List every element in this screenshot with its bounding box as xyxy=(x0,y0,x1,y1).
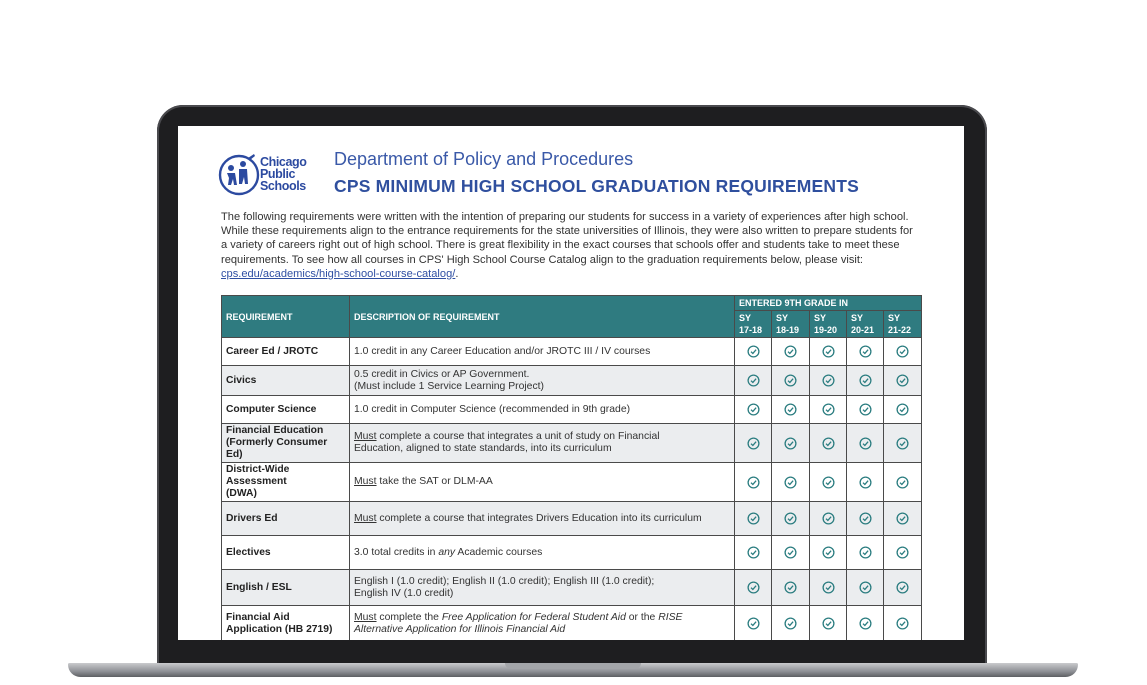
year-label: SY xyxy=(851,313,864,323)
course-catalog-link[interactable]: cps.edu/academics/high-school-course-catalog/ xyxy=(221,267,456,280)
checkmark-circle-icon xyxy=(822,345,835,358)
requirement-check-cell xyxy=(810,338,847,366)
year-header-1 xyxy=(772,311,810,338)
table-row xyxy=(222,463,922,502)
table-row xyxy=(222,338,922,366)
must-emphasis: Must xyxy=(354,476,377,487)
checkmark-circle-icon xyxy=(747,374,760,387)
requirement-description xyxy=(350,606,735,641)
logo-line-3: Schools xyxy=(260,179,306,193)
requirement-name-text: English / ESL xyxy=(226,581,292,593)
checkmark-circle-icon xyxy=(859,512,872,525)
document-title: CPS MINIMUM HIGH SCHOOL GRADUATION REQUIREMENTS xyxy=(334,176,860,196)
requirement-check-cell xyxy=(847,502,884,536)
checkmark-circle-icon xyxy=(747,345,760,358)
checkmark-circle-icon xyxy=(859,546,872,559)
table-row xyxy=(222,536,922,570)
requirement-check-cell xyxy=(884,502,922,536)
checkmark-circle-icon xyxy=(784,403,797,416)
checkmark-circle-icon xyxy=(822,476,835,489)
requirement-check-cell xyxy=(847,463,884,502)
requirement-check-cell xyxy=(772,424,810,463)
requirement-description xyxy=(350,396,735,424)
requirement-check-cell xyxy=(810,463,847,502)
year-header-3 xyxy=(847,311,884,338)
requirement-name xyxy=(222,338,350,366)
table-row xyxy=(222,366,922,396)
description-text: complete a course that integrates Drivers Education into its curriculum xyxy=(376,512,702,524)
checkmark-circle-icon xyxy=(822,546,835,559)
requirement-description xyxy=(350,366,735,396)
description-text: complete the xyxy=(376,611,442,623)
requirement-name-text: Electives xyxy=(226,546,271,558)
requirement-check-cell xyxy=(735,366,772,396)
checkmark-circle-icon xyxy=(747,512,760,525)
requirement-check-cell xyxy=(847,424,884,463)
requirement-check-cell xyxy=(810,424,847,463)
year-header-0 xyxy=(735,311,772,338)
description-text: English I (1.0 credit); English II (1.0 credit); English III (1.0 credit); xyxy=(354,575,655,587)
year-range: 21-22 xyxy=(888,325,912,335)
requirement-check-cell xyxy=(810,366,847,396)
requirement-name-text: Civics xyxy=(226,374,257,386)
year-header-2 xyxy=(810,311,847,338)
checkmark-circle-icon xyxy=(784,512,797,525)
requirement-check-cell xyxy=(847,536,884,570)
year-label: SY xyxy=(814,313,827,323)
requirement-check-cell xyxy=(735,424,772,463)
checkmark-circle-icon xyxy=(896,617,909,630)
checkmark-circle-icon xyxy=(859,437,872,450)
year-label: SY xyxy=(776,313,789,323)
requirement-description xyxy=(350,536,735,570)
requirement-check-cell xyxy=(772,606,810,641)
requirement-check-cell xyxy=(735,338,772,366)
requirement-check-cell xyxy=(735,570,772,606)
checkmark-circle-icon xyxy=(822,581,835,594)
checkmark-circle-icon xyxy=(784,437,797,450)
checkmark-circle-icon xyxy=(896,437,909,450)
requirement-check-cell xyxy=(847,570,884,606)
requirement-check-cell xyxy=(772,502,810,536)
requirement-name-text: Financial Aid xyxy=(226,611,290,623)
description-text: 0.5 credit in Civics or AP Government. xyxy=(354,368,530,380)
requirement-check-cell xyxy=(884,424,922,463)
checkmark-circle-icon xyxy=(822,617,835,630)
checkmark-circle-icon xyxy=(784,476,797,489)
requirement-name-text: Financial Education xyxy=(226,425,324,436)
requirement-name xyxy=(222,396,350,424)
requirement-column-header: REQUIREMENT xyxy=(222,296,350,338)
requirement-check-cell xyxy=(772,366,810,396)
requirement-name-text-2: (DWA) xyxy=(226,488,257,499)
description-text: English IV (1.0 credit) xyxy=(354,587,454,599)
description-text: 1.0 credit in any Career Education and/or JROTC III / IV courses xyxy=(354,345,651,357)
description-text: or the xyxy=(625,611,659,623)
requirement-check-cell xyxy=(810,536,847,570)
requirement-name xyxy=(222,570,350,606)
requirement-check-cell xyxy=(884,396,922,424)
checkmark-circle-icon xyxy=(822,403,835,416)
description-italic: Free Application for Federal Student Aid xyxy=(441,611,626,623)
checkmark-circle-icon xyxy=(859,617,872,630)
table-row xyxy=(222,396,922,424)
requirement-check-cell xyxy=(810,606,847,641)
entered-grade-header: ENTERED 9TH GRADE IN xyxy=(735,296,922,311)
cps-logo-icon xyxy=(218,150,262,196)
year-label: SY xyxy=(888,313,901,323)
requirement-check-cell xyxy=(810,396,847,424)
requirement-check-cell xyxy=(884,570,922,606)
checkmark-circle-icon xyxy=(747,617,760,630)
requirement-check-cell xyxy=(810,570,847,606)
laptop-notch xyxy=(505,663,641,669)
checkmark-circle-icon xyxy=(896,476,909,489)
checkmark-circle-icon xyxy=(896,374,909,387)
checkmark-circle-icon xyxy=(859,345,872,358)
checkmark-circle-icon xyxy=(859,403,872,416)
requirement-check-cell xyxy=(772,570,810,606)
table-row xyxy=(222,502,922,536)
checkmark-circle-icon xyxy=(747,403,760,416)
requirement-name-text: District-Wide Assessment xyxy=(226,464,290,487)
checkmark-circle-icon xyxy=(896,581,909,594)
checkmark-circle-icon xyxy=(896,403,909,416)
requirement-description xyxy=(350,570,735,606)
checkmark-circle-icon xyxy=(822,437,835,450)
must-emphasis: Must xyxy=(354,512,377,524)
requirement-name xyxy=(222,536,350,570)
requirement-description xyxy=(350,463,735,502)
requirement-check-cell xyxy=(772,463,810,502)
checkmark-circle-icon xyxy=(784,546,797,559)
requirement-name-text: Drivers Ed xyxy=(226,512,278,524)
checkmark-circle-icon xyxy=(859,476,872,489)
description-text: complete a course that integrates a unit of study on Financial xyxy=(376,431,660,442)
requirement-check-cell xyxy=(735,536,772,570)
checkmark-circle-icon xyxy=(896,512,909,525)
requirement-check-cell xyxy=(735,396,772,424)
year-label: SY xyxy=(739,313,752,323)
description-text: Education, aligned to state standards, into its curriculum xyxy=(354,443,612,454)
must-emphasis: Must xyxy=(354,611,377,623)
requirement-check-cell xyxy=(884,338,922,366)
checkmark-circle-icon xyxy=(747,476,760,489)
requirement-description xyxy=(350,424,735,463)
logo-line-2: Public xyxy=(260,167,296,181)
year-header-4 xyxy=(884,311,922,338)
requirement-check-cell xyxy=(735,502,772,536)
requirement-name xyxy=(222,366,350,396)
logo-line-1: Chicago xyxy=(260,155,307,169)
requirement-check-cell xyxy=(772,536,810,570)
requirements-table xyxy=(221,295,922,640)
table-row xyxy=(222,606,922,641)
requirement-check-cell xyxy=(847,396,884,424)
requirement-check-cell xyxy=(810,502,847,536)
logo-wordmark xyxy=(260,156,307,192)
requirement-check-cell xyxy=(847,606,884,641)
checkmark-circle-icon xyxy=(784,374,797,387)
checkmark-circle-icon xyxy=(896,546,909,559)
document-header xyxy=(218,148,938,198)
requirement-check-cell xyxy=(735,463,772,502)
checkmark-circle-icon xyxy=(784,581,797,594)
checkmark-circle-icon xyxy=(747,437,760,450)
description-text: 1.0 credit in Computer Science (recommended in 9th grade) xyxy=(354,403,631,415)
requirement-check-cell xyxy=(772,338,810,366)
requirement-description xyxy=(350,338,735,366)
requirement-check-cell xyxy=(884,463,922,502)
table-row xyxy=(222,570,922,606)
requirement-name xyxy=(222,463,350,502)
description-text: Academic courses xyxy=(455,546,543,558)
requirement-check-cell xyxy=(884,366,922,396)
checkmark-circle-icon xyxy=(822,512,835,525)
year-range: 20-21 xyxy=(851,325,875,335)
year-range: 19-20 xyxy=(814,325,838,335)
checkmark-circle-icon xyxy=(784,617,797,630)
cps-logo xyxy=(218,150,318,196)
intro-suffix: . xyxy=(455,267,459,280)
description-column-header: DESCRIPTION OF REQUIREMENT xyxy=(350,296,735,338)
requirement-description xyxy=(350,502,735,536)
department-heading: Department of Policy and Procedures xyxy=(334,149,634,169)
checkmark-circle-icon xyxy=(896,345,909,358)
requirement-check-cell xyxy=(847,338,884,366)
must-emphasis: Must xyxy=(354,431,377,442)
year-range: 17-18 xyxy=(739,325,763,335)
checkmark-circle-icon xyxy=(859,581,872,594)
table-row xyxy=(222,424,922,463)
requirement-check-cell xyxy=(735,606,772,641)
description-italic: Alternative Application for Illinois Financial Aid xyxy=(354,623,566,635)
checkmark-circle-icon xyxy=(784,345,797,358)
description-text: (Must include 1 Service Learning Project) xyxy=(354,380,545,392)
requirement-name xyxy=(222,606,350,641)
requirements-body xyxy=(222,338,922,641)
description-italic: any xyxy=(438,546,456,558)
intro-paragraph xyxy=(221,210,921,281)
requirement-name-text-2: Application (HB 2719) xyxy=(226,623,333,635)
requirement-check-cell xyxy=(847,366,884,396)
requirement-name-text: Computer Science xyxy=(226,403,317,415)
requirement-check-cell xyxy=(772,396,810,424)
requirement-name-text-2: (Formerly Consumer Ed) xyxy=(226,437,328,460)
requirement-check-cell xyxy=(884,536,922,570)
checkmark-circle-icon xyxy=(747,581,760,594)
checkmark-circle-icon xyxy=(859,374,872,387)
checkmark-circle-icon xyxy=(822,374,835,387)
requirement-name xyxy=(222,502,350,536)
laptop-screen xyxy=(178,126,964,640)
description-text: 3.0 total credits in xyxy=(354,546,439,558)
intro-text: The following requirements were written with the intention of preparing our students for success in a variety of experiences after high school. While these requirements align to the entrance requirements for the state universities of Illinois, they were also written to prepare students for a variety of careers right out of high school. There is great flexibility in the exact courses that schools offer and students take to meet these requirements. To see how all courses in CPS' High School Course Catalog align to the graduation requirements below, please visit: xyxy=(221,211,913,266)
requirement-name-text: Career Ed / JROTC xyxy=(226,345,319,357)
checkmark-circle-icon xyxy=(747,546,760,559)
description-text: take the SAT or DLM-AA xyxy=(376,476,493,487)
requirement-check-cell xyxy=(884,606,922,641)
year-range: 18-19 xyxy=(776,325,800,335)
description-italic: RISE xyxy=(658,611,683,623)
requirement-name xyxy=(222,424,350,463)
